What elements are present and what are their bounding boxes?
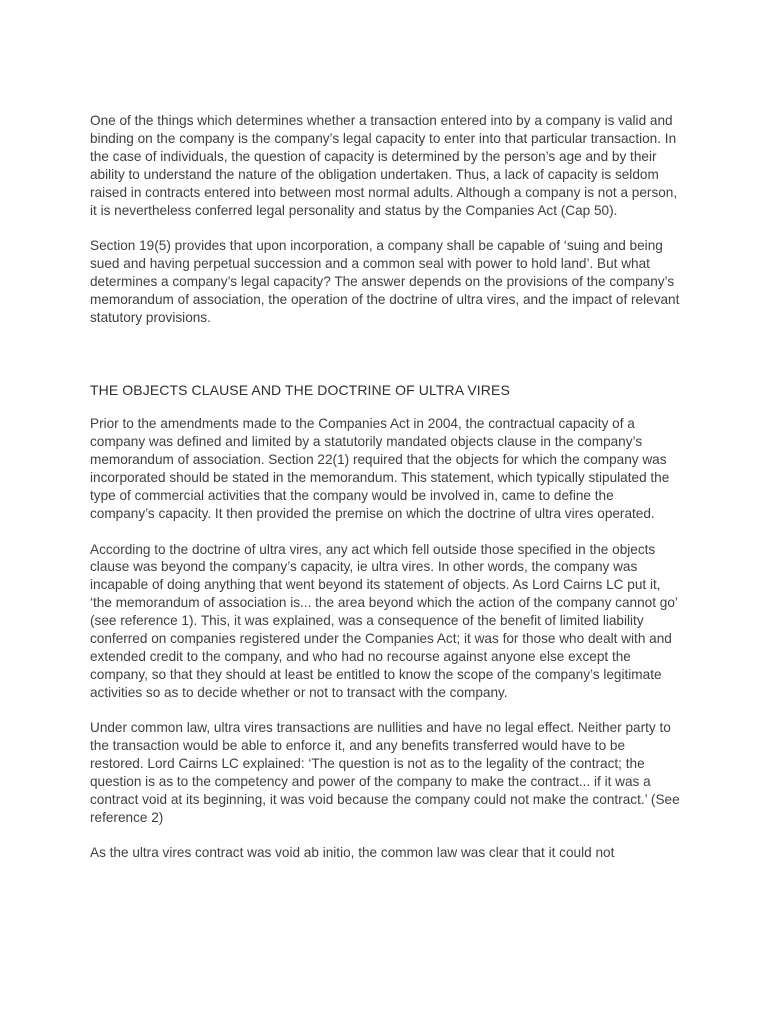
section-paragraph-2: According to the doctrine of ultra vires, any act which fell outside those specified in the objects clause was beyond the company’s capacity, ie ultra vires. In other words, the company was incapable of doing anything that went beyond its statement of objects. As Lord Cairns LC put it, ‘the memorandum of association is... the area beyond which the action of the company cannot go’ (see reference 1). This, it was explained, was a consequence of the benefit of limited liability conferred on companies registered under the Companies Act; it was for those who dealt with and extended credit to the company, and who had no recourse against anyone else except the company, so that they should at least be entitled to know the scope of the company’s legitimate activities so as to decide whether or not to transact with the company. [90,541,678,700]
section-heading: THE OBJECTS CLAUSE AND THE DOCTRINE OF ULTRA VIRES [90,381,510,398]
intro-paragraph-2: Section 19(5) provides that upon incorporation, a company shall be capable of ‘suing and being sued and having perpetual succession and a common seal with power to hold land’. But what determines a company’s legal capacity? The answer depends on the provisions of the company’s memorandum of association, the operation of the doctrine of ultra vires, and the impact of relevant statutory provisions. [90,238,680,325]
section-paragraph-4: As the ultra vires contract was void ab initio, the common law was clear that it could not [90,845,615,861]
section-paragraph-1: Prior to the amendments made to the Companies Act in 2004, the contractual capacity of a company was defined and limited by a statutorily mandated objects clause in the company’s memorandum of association. Section 22(1) required that the objects for which the company was incorporated should be stated in the memorandum. This statement, which typically stipulated the type of commercial activities that the company would be involved in, came to define the company’s capacity. It then provided the premise on which the doctrine of ultra vires operated. [90,416,670,521]
section-paragraph-3: Under common law, ultra vires transactions are nullities and have no legal effect. Neither party to the transaction would be able to enforce it, and any benefits transferred would have to be restored. Lord Cairns LC explained: ‘The question is not as to the legality of the contract; the question is as to the competency and power of the company to make the contract... if it was a contract void at its beginning, it was void because the company could not make the contract.’ (See reference 2) [90,720,680,825]
intro-paragraph-1: One of the things which determines whether a transaction entered into by a company is valid and binding on the company is the company’s legal capacity to enter into that particular transaction. In the case of individuals, the question of capacity is determined by the person’s age and by their ability to understand the nature of the obligation undertaken. Thus, a lack of capacity is seldom raised in contracts entered into between most normal adults. Although a company is not a person, it is nevertheless conferred legal personality and status by the Companies Act (Cap 50). [90,113,678,218]
document-page [90,112,680,880]
